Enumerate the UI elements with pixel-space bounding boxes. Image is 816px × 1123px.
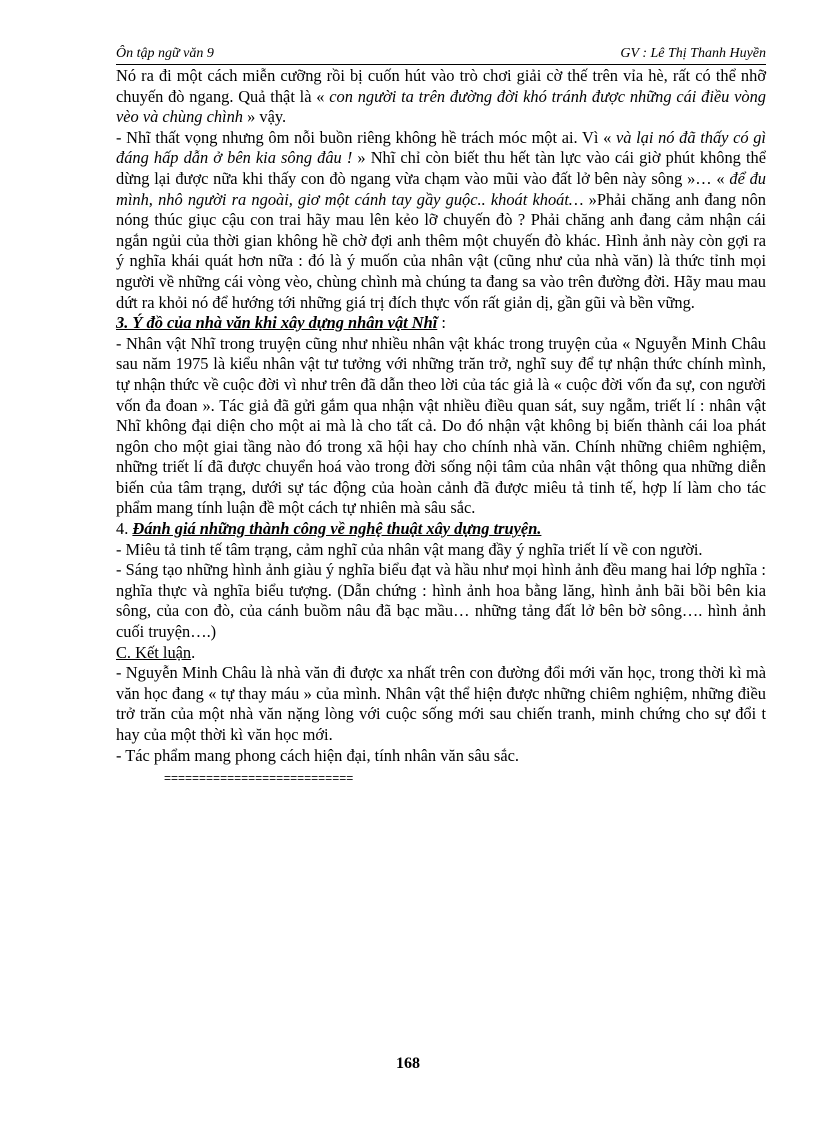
text-run: - Nguyễn Minh Châu là nhà văn đi được xa nhất trên con đường đổi mới văn học, trong thời kì mà văn học đang « tự thay máu » của mình. Nhân vật thể hiện được những chiêm nghiệm, những điều trở trăn của một nhà văn nặng lòng với cuộc sống mới sau chiến tranh, minh chứng cho sự đổi t hay của một thời kì văn học mới. [116,663,766,744]
text-run: - Nhĩ thất vọng nhưng ôm nỗi buồn riêng không hề trách móc một ai. Vì « [116,127,616,147]
text-run: - Miêu tả tinh tế tâm trạng, cảm nghĩ của nhân vật mang đầy ý nghĩa triết lí về con người. [116,539,703,559]
text-run: » Nhĩ chỉ còn biết thu hết tàn lực vào cái giờ phút không thể dừng lại được nữa khi thấy con đò ngang vừa chạm vào mũi vào đất lở bên này sông »… « [116,148,766,188]
paragraph-1 [116,66,766,128]
paragraph-2 [116,128,766,313]
text-run: . [191,642,196,662]
page-header [116,46,766,66]
text-run: C. Kết luận [116,642,192,662]
header-course-title: Ôn tập ngữ văn 9 [116,46,214,61]
text-run: 3. Ý đồ của nhà văn khi xây dựng nhân vật Nhĩ [116,313,438,333]
text-run: - Nhân vật Nhĩ trong truyện cũng như nhiều nhân vật khác trong truyện của « Nguyễn Minh Châu sau năm 1975 là kiểu nhân vật tư tưởng với những trăn trở, nghĩ suy để tự nhận thức chính mình, tự nhận thức về cuộc đời vì như trên đã dẫn theo lời của tác giả là « cuộc đời vốn đa sự, con người vốn đa đoan ». Tác giả đã gửi gắm qua nhận vật nhiều điều quan sát, suy ngẫm, triết lí : nhân vật Nhĩ không đại diện cho một ai mà là cho tất cả. Do đó nhận vật không bị biến thành cái loa phát ngôn cho một giai tầng nào đó trong xã hội hay cho chính nhà văn. Chính những chiêm nghiệm, những triết lí đã được chuyển hoá vào trong đời sống nội tâm của nhân vật thông qua những diễn biến của tâm trạng, dưới sự tác động của hoàn cảnh đã được miêu tả tinh tế, hợp lí làm cho tác phẩm mang tính luận đề một cách tự nhiên mà sâu sắc. [116,333,766,518]
paragraph-6 [116,663,766,745]
page-number: 168 [396,1055,420,1072]
text-run: Đánh giá những thành công về nghệ thuật xây dựng truyện. [132,519,542,539]
paragraph-4 [116,540,766,561]
header-teacher-name: GV : Lê Thị Thanh Huyền [620,46,766,61]
text-run: con người ta trên đường đời khó tránh được những cái điều vòng vèo và chùng chình [116,86,766,127]
text-run: : [437,313,446,333]
text-run: Nó ra đi một cách miễn cưỡng rồi bị cuốn hút vào trò chơi giải cờ thế trên vỉa hè, rất có thể nhỡ chuyến đò ngang. Quả thật là « [116,66,766,106]
text-run: »Phải chăng anh đang nôn nóng thúc giục cậu con trai hãy mau lên kẻo lỡ chuyến đò ? Phải chăng anh đang cảm nhận cái ngắn ngủi của thời gian không hề chờ đợi anh thêm một chuyến đò khác. Hình ảnh này còn gợi ra ý nghĩa khái quát hơn nữa : đó là ý muốn của nhân vật (cũng như của nhà văn) là thức tỉnh mọi người về những cái vòng vèo, chùng chình mà chúng ta đang sa vào trên đường đời. Hãy mau mau dứt ra khỏi nó để hướng tới những giá trị đích thực vốn rất giản dị, gần gũi và bền vững. [116,189,766,312]
section-heading-conclusion [116,643,766,664]
text-run: để đu mình, nhô người ra ngoài, giơ một cánh tay gầy guộc.. khoát khoát… [116,168,766,209]
paragraph-3 [116,334,766,519]
header-rule [116,64,766,65]
text-run: - Sáng tạo những hình ảnh giàu ý nghĩa biểu đạt và hầu như mọi hình ảnh đều mang hai lớp nghĩa : nghĩa thực và nghĩa biểu tượng. (Dẫn chứng : hình ảnh hoa bằng lăng, hình ảnh bãi bồi bên kia sông, của con đò, của cánh buồm nâu đã bạc mầu… những tảng đất lở bên bờ sông…. hình ảnh cuối truyện….) [116,560,766,642]
text-run: 4. [116,519,133,539]
text-run: » vậy. [242,107,287,127]
paragraph-7 [116,746,766,767]
section-heading-4 [116,519,766,540]
text-run: và lại nó đã thấy có gì đáng hấp dẫn ở bên kia sông đâu ! [116,127,766,168]
section-heading-3 [116,313,766,334]
paragraph-5 [116,560,766,642]
separator-line: =========================== [164,771,354,786]
document-body [116,66,766,789]
text-run: - Tác phẩm mang phong cách hiện đại, tính nhân văn sâu sắc. [116,745,519,765]
